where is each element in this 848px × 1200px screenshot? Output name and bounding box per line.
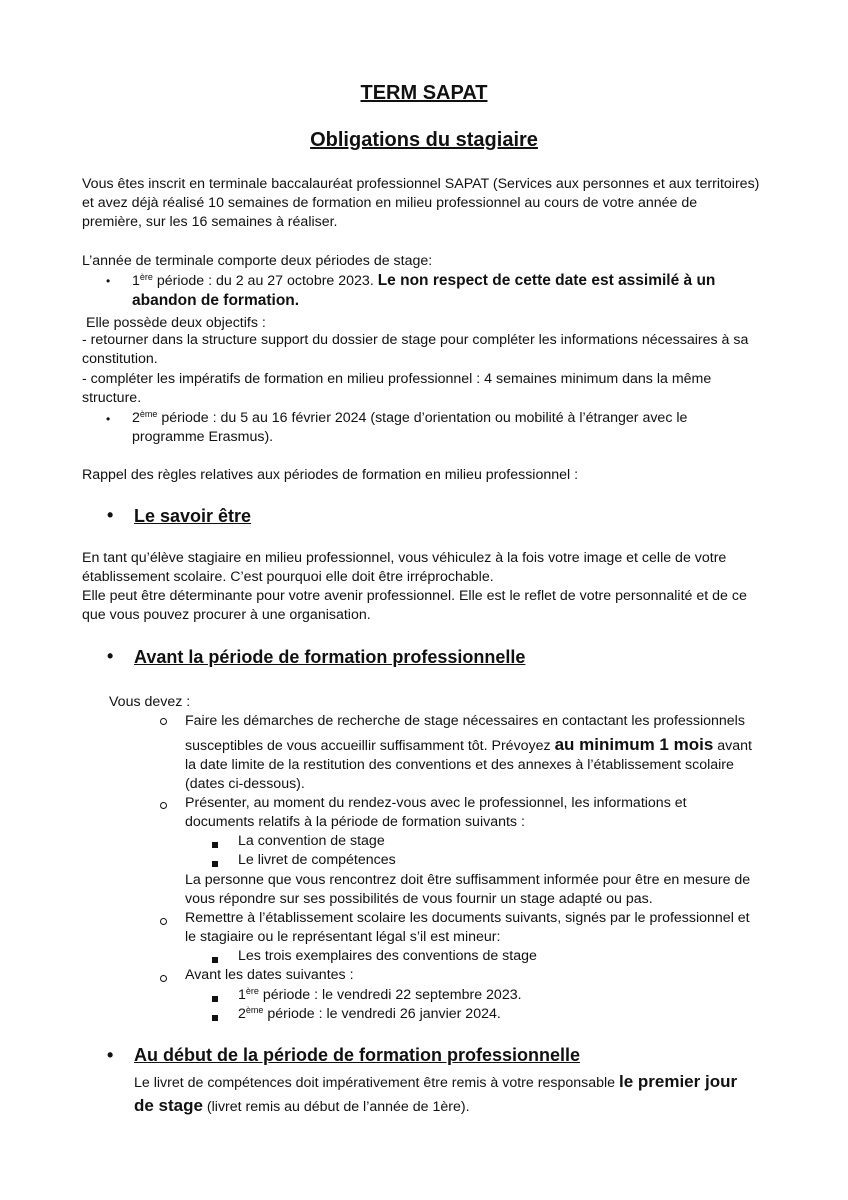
- objective-1-line-1: - retourner dans la structure support du dossier de stage pour compléter les informations nécessaires à sa: [82, 332, 749, 348]
- bullet-icon: •: [106, 274, 111, 288]
- avant-item-3-line-1: Remettre à l’établissement scolaire les documents suivants, signés par le professionnel et: [185, 910, 750, 926]
- avant-item-2-sub-2: Le livret de compétences: [238, 852, 396, 868]
- avant-item-2-after-1: La personne que vous rencontrez doit être suffisamment informée pour être en mesure de: [185, 872, 751, 888]
- avant-item-2-sub-1: La convention de stage: [238, 833, 385, 849]
- square-bullet-icon: [212, 835, 218, 854]
- circle-bullet-icon: [160, 796, 167, 815]
- avant-item-1-line-2: susceptibles de vous accueillir suffisamment tôt. Prévoyez au minimum 1 mois avant: [185, 735, 752, 754]
- section-heading-avant: Avant la période de formation professionnelle: [134, 647, 526, 667]
- bullet-icon: •: [107, 1045, 114, 1065]
- avant-item-3-line-2: le stagiaire ou le représentant légal s’il est mineur:: [185, 929, 501, 945]
- avant-item-4-line-1: Avant les dates suivantes :: [185, 967, 354, 983]
- period-2-line-2: programme Erasmus).: [132, 429, 274, 445]
- avant-item-2-after-2: vous répondre sur ses possibilités de vous fournir un stage adapté ou pas.: [185, 891, 653, 907]
- avant-item-1-line-3: la date limite de la restitution des conventions et des annexes à l’établissement scolaire: [185, 757, 734, 773]
- rules-reminder: Rappel des règles relatives aux périodes de formation en milieu professionnel :: [82, 467, 579, 483]
- bullet-icon: •: [106, 412, 111, 426]
- objective-2-line-2: structure.: [82, 390, 142, 406]
- avant-item-4-sub-1: 1ère période : le vendredi 22 septembre 2023.: [238, 986, 522, 1003]
- section-heading-savoir-etre: Le savoir être: [134, 506, 252, 526]
- period-1-line: 1ère période : du 2 au 27 octobre 2023. Le non respect de cette date est assimilé à un: [132, 272, 716, 289]
- document-title: TERM SAPAT: [360, 82, 488, 104]
- circle-bullet-icon: [160, 712, 167, 731]
- square-bullet-icon: [212, 1008, 218, 1027]
- savoir-etre-line-4: que vous pouvez procurer à une organisation.: [82, 607, 371, 623]
- savoir-etre-line-3: Elle peut être déterminante pour votre avenir professionnel. Elle est le reflet de votre personnalité et de ce: [82, 588, 747, 604]
- avant-item-1-line-4: (dates ci-dessous).: [185, 776, 305, 792]
- section-heading-debut: Au début de la période de formation professionnelle: [134, 1045, 581, 1065]
- circle-bullet-icon: [160, 969, 167, 988]
- intro-line-3: première, sur les 16 semaines à réaliser.: [82, 214, 338, 230]
- avant-item-2-line-1: Présenter, au moment du rendez-vous avec le professionnel, les informations et: [185, 795, 687, 811]
- savoir-etre-line-2: établissement scolaire. C’est pourquoi elle doit être irréprochable.: [82, 569, 494, 585]
- avant-item-3-sub-1: Les trois exemplaires des conventions de stage: [238, 948, 537, 964]
- bullet-icon: •: [107, 646, 114, 666]
- avant-item-2-line-2: documents relatifs à la période de formation suivants :: [185, 814, 525, 830]
- bullet-icon: •: [107, 505, 114, 525]
- period-1-warning: abandon de formation.: [132, 292, 300, 309]
- avant-intro: Vous devez :: [109, 694, 191, 710]
- period-2-line: 2ème période : du 5 au 16 février 2024 (stage d’orientation ou mobilité à l’étranger avec le: [132, 409, 688, 426]
- intro-line-1: Vous êtes inscrit en terminale baccalauréat professionnel SAPAT (Services aux personnes et aux territoires): [82, 176, 760, 192]
- intro-line-2: et avez déjà réalisé 10 semaines de formation en milieu professionnel au cours de votre année de: [82, 195, 698, 211]
- objective-2-line-1: - compléter les impératifs de formation en milieu professionnel : 4 semaines minimum dans la même: [82, 371, 712, 387]
- objective-1-line-2: constitution.: [82, 351, 158, 367]
- debut-line-1: Le livret de compétences doit impérativement être remis à votre responsable le premier jour: [134, 1072, 738, 1091]
- objectives-intro: Elle possède deux objectifs :: [86, 315, 266, 331]
- debut-line-2: de stage (livret remis au début de l’année de 1ère).: [134, 1096, 470, 1115]
- document-subtitle: Obligations du stagiaire: [310, 129, 538, 151]
- avant-item-4-sub-2: 2ème période : le vendredi 26 janvier 2024.: [238, 1005, 501, 1022]
- periods-intro: L’année de terminale comporte deux périodes de stage:: [82, 253, 433, 269]
- circle-bullet-icon: [160, 912, 167, 931]
- avant-item-1-line-1: Faire les démarches de recherche de stage nécessaires en contactant les professionnels: [185, 713, 745, 729]
- square-bullet-icon: [212, 989, 218, 1008]
- savoir-etre-line-1: En tant qu’élève stagiaire en milieu professionnel, vous véhiculez à la fois votre image et celle de votre: [82, 550, 727, 566]
